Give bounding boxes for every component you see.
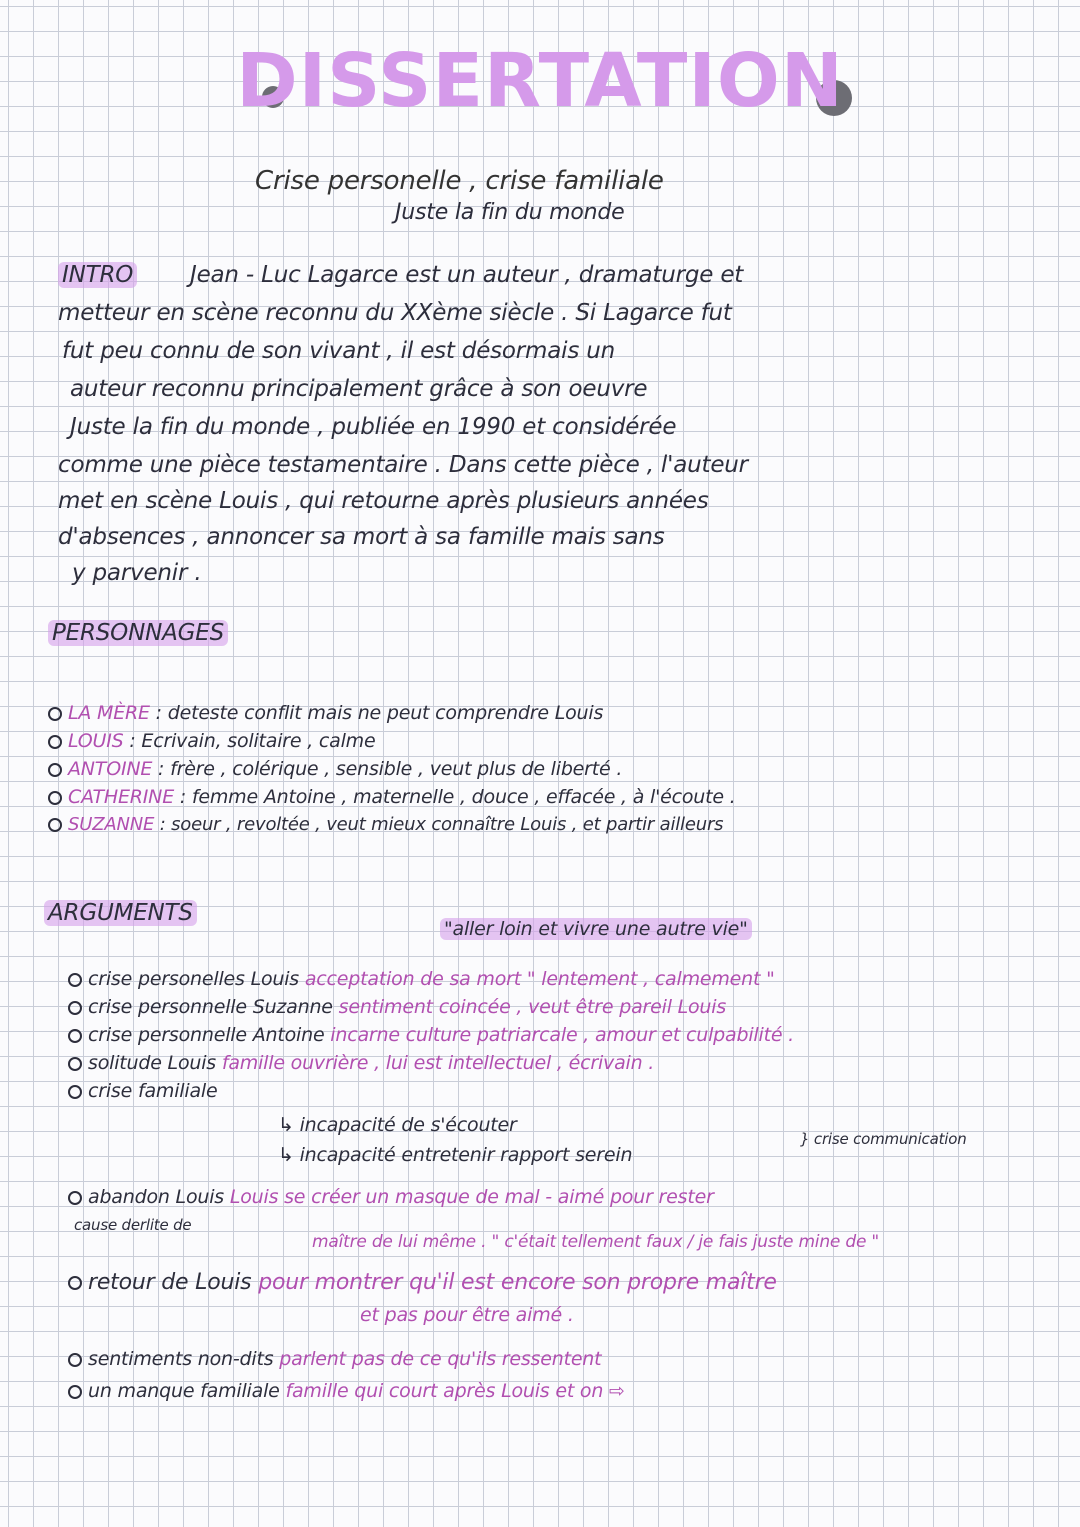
argument-retour	[68, 1270, 777, 1295]
bullet-icon	[48, 735, 62, 749]
argument-note: pour montrer qu'il est encore son propre maître	[258, 1270, 777, 1295]
intro-line-4: auteur reconnu principalement grâce à son oeuvre	[70, 376, 648, 402]
argument-main: crise personelles Louis	[88, 968, 299, 990]
arguments-quote-text: "aller loin et vivre une autre vie"	[440, 918, 752, 940]
argument-main: crise personnelle Suzanne	[88, 996, 333, 1018]
intro-line-8: d'absences , annoncer sa mort à sa famille mais sans	[58, 524, 665, 550]
arguments-heading-text: ARGUMENTS	[44, 900, 197, 926]
argument-main: un manque familiale	[88, 1380, 280, 1402]
arguments-heading	[44, 900, 197, 926]
intro-line-1: Jean - Luc Lagarce est un auteur , dramaturge et	[190, 262, 744, 288]
sub-item-1	[278, 1114, 517, 1136]
argument-4	[68, 1052, 654, 1074]
argument-main: abandon Louis	[88, 1186, 224, 1208]
character-name: LOUIS	[68, 730, 124, 752]
bullet-icon	[68, 1085, 82, 1099]
argument-sentiments	[68, 1348, 601, 1370]
argument-note: acceptation de sa mort " lentement , calmement "	[304, 968, 775, 990]
argument-main: crise familiale	[88, 1080, 218, 1102]
argument-2	[68, 996, 726, 1018]
argument-note: sentiment coincée , veut être pareil Louis	[338, 996, 727, 1018]
sub-item-2	[278, 1144, 632, 1166]
personnages-heading	[48, 620, 228, 646]
bullet-icon	[68, 1029, 82, 1043]
abandon-line-2: maître de lui même . " c'était tellement faux / je fais juste mine de "	[312, 1232, 880, 1252]
character-desc: : Ecrivain, solitaire , calme	[129, 730, 376, 752]
retour-line-2: et pas pour être aimé .	[360, 1304, 574, 1326]
character-desc: : frère , colérique , sensible , veut plus de liberté .	[158, 758, 623, 780]
bullet-icon	[68, 1191, 82, 1205]
intro-line-7: met en scène Louis , qui retourne après plusieurs années	[58, 488, 709, 514]
bullet-icon	[48, 763, 62, 777]
sub-item-text: incapacité de s'écouter	[299, 1114, 517, 1136]
argument-note: famille qui court après Louis et on	[285, 1380, 604, 1402]
bullet-icon	[68, 1057, 82, 1071]
bullet-icon	[48, 791, 62, 805]
subtitle-line1: Crise personelle , crise familiale	[255, 166, 664, 196]
argument-1	[68, 968, 775, 990]
sub-item-text: incapacité entretenir rapport serein	[299, 1144, 633, 1166]
sub-note	[800, 1130, 967, 1148]
bullet-icon	[68, 1353, 82, 1367]
subtitle-line2: Juste la fin du monde	[395, 200, 625, 225]
intro-label	[58, 262, 137, 288]
page-title: DISSERTATION	[236, 38, 844, 124]
argument-note: famille ouvrière , lui est intellectuel , écrivain .	[221, 1052, 655, 1074]
character-desc: : soeur , revoltée , veut mieux connaître Louis , et partir ailleurs	[159, 814, 724, 835]
character-antoine	[48, 758, 622, 780]
argument-abandon	[68, 1186, 714, 1208]
bullet-icon	[68, 1385, 82, 1399]
arrow-icon: ↳	[278, 1144, 300, 1166]
argument-manque	[68, 1380, 625, 1402]
character-name: ANTOINE	[68, 758, 153, 780]
argument-note: Louis se créer un masque de mal - aimé pour rester	[229, 1186, 714, 1208]
intro-line-3: fut peu connu de son vivant , il est désormais un	[62, 338, 615, 364]
arrow-right-icon: ⇨	[609, 1380, 625, 1402]
character-name: SUZANNE	[68, 814, 155, 835]
argument-note: parlent pas de ce qu'ils ressentent	[279, 1348, 602, 1370]
intro-line-2: metteur en scène reconnu du XXème siècle . Si Lagarce fut	[58, 300, 732, 326]
argument-5	[68, 1080, 217, 1102]
arrow-icon: ↳	[278, 1114, 300, 1136]
argument-note: incarne culture patriarcale , amour et culpabilité .	[330, 1024, 794, 1046]
argument-main: retour de Louis	[88, 1270, 252, 1295]
character-name: LA MÈRE	[68, 702, 150, 724]
character-catherine	[48, 786, 736, 808]
argument-3	[68, 1024, 794, 1046]
personnages-heading-text: PERSONNAGES	[48, 620, 228, 646]
argument-main: solitude Louis	[88, 1052, 216, 1074]
character-suzanne	[48, 814, 723, 835]
bullet-icon	[48, 707, 62, 721]
bullet-icon	[68, 1276, 82, 1290]
character-name: CATHERINE	[68, 786, 175, 808]
sub-note-text: crise communication	[813, 1130, 967, 1148]
bullet-icon	[68, 973, 82, 987]
intro-label-text: INTRO	[58, 262, 137, 288]
intro-line-6: comme une pièce testamentaire . Dans cette pièce , l'auteur	[58, 452, 748, 478]
argument-main: crise personnelle Antoine	[88, 1024, 325, 1046]
intro-line-5: Juste la fin du monde , publiée en 1990 et considérée	[70, 414, 677, 440]
bullet-icon	[68, 1001, 82, 1015]
character-desc: : deteste conflit mais ne peut comprendre Louis	[155, 702, 604, 724]
abandon-small-note: cause derlite de	[74, 1216, 192, 1234]
character-louis	[48, 730, 375, 752]
intro-line-9: y parvenir .	[72, 560, 202, 586]
bullet-icon	[48, 818, 62, 832]
character-mere	[48, 702, 603, 724]
argument-main: sentiments non-dits	[88, 1348, 274, 1370]
character-desc: : femme Antoine , maternelle , douce , effacée , à l'écoute .	[179, 786, 736, 808]
arguments-quote	[440, 918, 752, 940]
brace-icon: }	[800, 1130, 814, 1148]
